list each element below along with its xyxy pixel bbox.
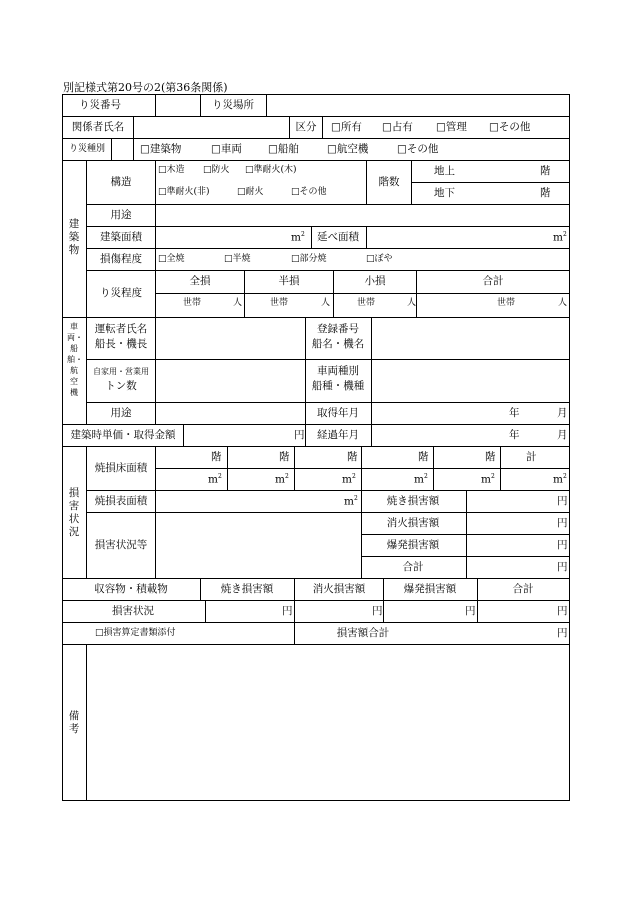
private-commercial-label: 自家用・営業用 [93,367,149,376]
damage-option[interactable]: □全焼 [158,254,185,264]
burn-damage-amount-label: 焼き損害額 [386,495,440,507]
area-unit: $m^2$ [481,473,495,486]
fire-degree-col: 半損 [278,275,300,287]
yen-unit: 円 [557,605,568,617]
households-unit: 世帯 [357,298,376,308]
building-section-label: 建築物 [68,218,80,256]
yen-unit: 円 [557,517,568,529]
total-damage-label: 損害額合計 [336,627,390,639]
damage-option[interactable]: □半焼 [224,254,251,264]
driver-name-label: 船長・機長 [94,338,148,350]
category-option[interactable]: □管理 [436,121,467,133]
floors-label: 階数 [378,176,400,188]
structure-option[interactable]: □準耐火(非) [158,187,210,197]
above-ground-label: 地上 [434,165,455,177]
yen-unit: 円 [557,495,568,507]
unit-price-label: 建築時単価・取得金額 [70,429,176,441]
burned-floor-area-label: 焼損床面積 [94,462,148,474]
structure-label: 構造 [110,176,132,188]
related-person-label: 関係者氏名 [71,121,125,133]
structure-option[interactable]: □木造 [158,165,185,175]
building-area-label: 建築面積 [100,231,142,243]
category-option[interactable]: □占有 [382,121,413,133]
floor-unit: 階 [485,451,496,463]
fire-location-label: り災場所 [212,99,254,111]
yen-unit: 円 [557,627,568,639]
persons-unit: 人 [321,298,331,308]
burn-damage-col: 焼き損害額 [220,583,274,595]
vehicle-type-label: 船種・機種 [311,380,365,392]
total-label: 計 [526,451,537,463]
floor-unit: 階 [347,451,358,463]
fire-degree-col: 全損 [189,275,211,287]
fire-type-option[interactable]: □船舶 [268,143,299,155]
structure-option[interactable]: □準耐火(木) [245,165,297,175]
elapsed-years-label: 経過年月 [317,429,359,441]
explosion-damage-col: 爆発損害額 [403,583,457,595]
sum-label: 合計 [402,561,424,573]
burned-surface-area-label: 焼損表面積 [94,495,148,507]
month-unit: 月 [557,429,568,441]
area-unit: $m^2$ [344,495,358,508]
area-unit: $m^2$ [291,231,305,244]
yen-unit: 円 [557,539,568,551]
fire-degree-col: 合計 [482,275,504,287]
vehicle-type-label: 車両種別 [317,365,359,377]
form-title: 別記様式第20号の2(第36条関係) [63,81,228,94]
structure-option[interactable]: □その他 [291,187,327,197]
persons-unit: 人 [558,298,568,308]
category-label: 区分 [295,121,317,133]
category-option[interactable]: □その他 [489,121,531,133]
fire-type-option[interactable]: □建築物 [140,143,182,155]
usage-label: 用途 [110,209,132,221]
persons-unit: 人 [233,298,243,308]
area-unit: $m^2$ [275,473,289,486]
area-unit: $m^2$ [553,473,567,486]
contents-label: 収容物・積載物 [94,583,168,595]
structure-option[interactable]: □耐火 [237,187,264,197]
fire-degree-label: り災程度 [100,287,142,299]
damage-status-etc-label: 損害状況等 [94,539,148,551]
damage-status-label: 損害状況 [112,605,154,617]
floor-unit: 階 [279,451,290,463]
registration-label: 登録番号 [317,323,359,335]
area-unit: $m^2$ [208,473,222,486]
month-unit: 月 [557,407,568,419]
damage-degree-label: 損傷程度 [100,253,142,265]
fire-type-option[interactable]: □航空機 [327,143,369,155]
yen-unit: 円 [282,605,293,617]
area-unit: $m^2$ [414,473,428,486]
below-ground-label: 地下 [434,187,455,199]
fire-number-label: り災番号 [79,99,121,111]
yen-unit: 円 [465,605,476,617]
damage-section-label: 損害状況 [68,487,80,538]
explosion-damage-amount-label: 爆発損害額 [386,539,440,551]
persons-unit: 人 [407,298,417,308]
floor-unit: 階 [418,451,429,463]
year-unit: 年 [509,407,520,419]
damage-option[interactable]: □部分焼 [291,254,327,264]
yen-unit: 円 [372,605,383,617]
vehicle-usage-label: 用途 [110,407,132,419]
area-unit: $m^2$ [342,473,356,486]
structure-option[interactable]: □防火 [203,165,230,175]
year-unit: 年 [509,429,520,441]
area-unit: $m^2$ [553,231,567,244]
households-unit: 世帯 [270,298,289,308]
yen-unit: 円 [557,561,568,573]
households-unit: 世帯 [497,298,516,308]
total-floor-area-label: 延べ面積 [317,231,359,243]
attachment-checkbox[interactable]: □損害算定書類添付 [95,628,176,638]
fire-type-option[interactable]: □その他 [397,143,439,155]
fire-type-label: り災種別 [68,144,106,154]
remarks-label: 備考 [68,710,80,735]
floor-unit: 階 [211,451,222,463]
fire-degree-col: 小損 [364,275,386,287]
damage-option[interactable]: □ぼや [366,254,393,264]
acquisition-year-label: 取得年月 [317,407,359,419]
tonnage-label: トン数 [105,380,137,392]
fire-type-option[interactable]: □車両 [211,143,242,155]
floor-unit: 階 [540,187,551,199]
households-unit: 世帯 [183,298,202,308]
registration-label: 船名・機名 [311,338,365,350]
extinguish-damage-amount-label: 消火損害額 [386,517,440,529]
category-option[interactable]: □所有 [331,121,362,133]
driver-name-label: 運転者氏名 [94,323,148,335]
vehicle-section-label: 車両・船舶・航空機 [67,322,83,397]
yen-unit: 円 [294,429,305,441]
extinguish-damage-col: 消火損害額 [312,583,366,595]
total-col: 合計 [512,583,534,595]
floor-unit: 階 [540,165,551,177]
